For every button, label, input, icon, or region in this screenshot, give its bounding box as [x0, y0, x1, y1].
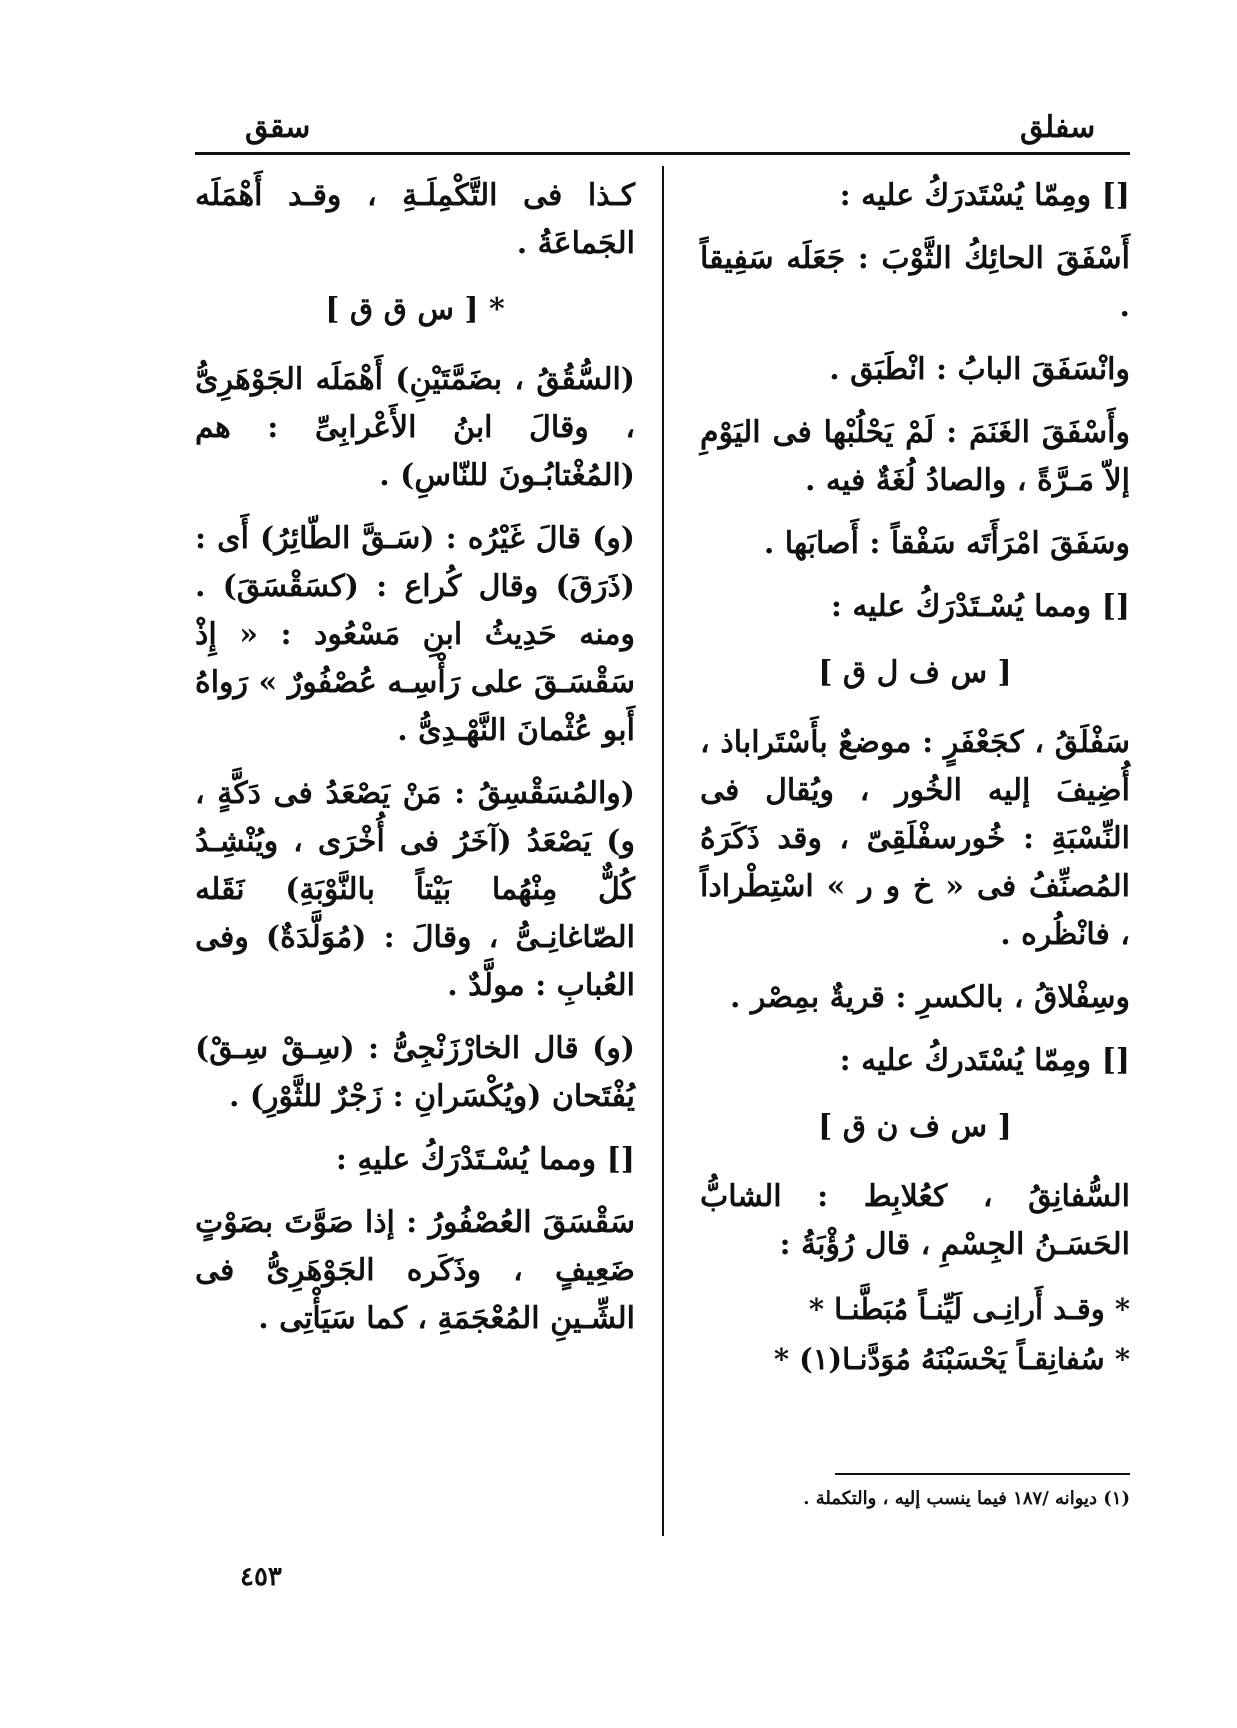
entry-paragraph: السُّفانِقُ ، كعُلابِط : الشابُّ الحَسَـنُ الجِسْمِ ، قال رُؤْبَةُ : [700, 1179, 1130, 1262]
header-rule [195, 152, 1130, 155]
entry-heading: [ س ف ن ق ] [818, 1109, 1012, 1144]
entry-paragraph: وسِفْلاقُ ، بالكسرِ : قريةٌ بمِصْر . [730, 980, 1130, 1015]
footnote: (١) ديوانه /١٨٧ فيما ينسب إليه ، والتكملة . [803, 1488, 1130, 1509]
entry-paragraph: [] ومِمّا يُسْتَدركُ عليه : [839, 1043, 1130, 1078]
page-number: ٤٥٣ [240, 1562, 282, 1592]
entry-paragraph: وأَسْفَقَ الغَنَمَ : لَمْ يَحْلُبْها فى اليَوْمِ إلاّ مَـرَّةً ، والصادُ لُغَةٌ فيه . [700, 415, 1130, 498]
entry-paragraph: أَسْفَقَ الحائِكُ الثَّوْبَ : جَعَلَه سَفِيقاً . [700, 241, 1130, 324]
entry-paragraph: وانْسَفَقَ البابُ : انْطَبَق . [829, 352, 1130, 387]
entry-paragraph: (و) قال الخارْزَنْجِىُّ : (سِـقْ سِـقْ) يُفْتَحان (ويُكْسَرانِ : زَجْرٌ للثَّوْرِ) . [195, 1031, 635, 1114]
entry-paragraph: [] ومما يُسْـتَدْرَكُ عليه : [830, 589, 1130, 624]
footnote-rule [835, 1473, 1130, 1475]
entry-paragraph: (و) قالَ غَيْرُه : (سَـقَّ الطّائِرُ) أَى : (ذَرَقَ) وقال كُراع : (كسَقْسَقَ) . ومنه حَدِيثُ ابنِ مَسْعُود : « إِذْ سَقْسَـقَ على رَأْسِـه عُصْفُورٌ » رَواهُ أَبو عُثْمانَ النَّهْـدِىُّ . [195, 521, 635, 748]
entry-paragraph: وسَفَقَ امْرَأَتَه سَفْقاً : أَصابَها . [763, 526, 1130, 561]
running-head-left: سقق [245, 110, 311, 145]
entry-heading: * [ س ق ق ] [325, 292, 505, 327]
entry-heading: [ س ف ل ق ] [818, 655, 1012, 690]
entry-paragraph: سَفْلَقُ ، كجَعْفَرٍ : موضعٌ بأَسْتَراباذ ، أُضِيفَ إليه الخُور ، ويُقال فى النِّسْبَةِ : خُورسفْلَقِىّ ، وقد ذَكَرَهُ المُصنِّفُ فى « خ و ر » اسْتِطْراداً ، فانْظُره . [700, 725, 1130, 952]
entry-paragraph: [] ومما يُسْـتَدْرَكُ عليهِ : [335, 1142, 635, 1177]
left-column [195, 172, 635, 1358]
running-head-right: سفلق [1020, 110, 1096, 145]
verse-line: * وقـد أَرانِـى لَيِّنـاً مُبَطَّنـا * [808, 1292, 1130, 1326]
entry-paragraph: (والمُسَقْسِقُ : مَنْ يَصْعَدُ فى دَكَّةٍ ، و) يَصْعَدُ (آخَرُ فى أُخْرَى ، ويُنْشِـدُ كُلٌّ مِنْهُما بَيْتاً بالنَّوْبَةِ) نَقَله الصّاغانِـىُّ ، وقالَ : (مُوَلَّدَةٌ) وفى العُبابِ : مولَّدٌ . [195, 776, 635, 1003]
entry-paragraph: [] ومِمّا يُسْتَدرَكُ عليه : [839, 178, 1130, 213]
right-column [700, 172, 1130, 1384]
entry-paragraph: كـذا فى التَّكْمِلَـةِ ، وقـد أَهْمَلَه الجَماعَةُ . [195, 178, 635, 261]
verse-line: * سُفانِقـاً يَحْسَبْنَهُ مُوَدَّنـا(١) * [773, 1342, 1130, 1376]
entry-paragraph: (السُّقُقُ ، بضَمَّتَيْنِ) أَهْمَلَه الجَوْهَرِىُّ ، وقالَ ابنُ الأَعْرابِىِّ : هم (المُغْتابُـونَ للنّاسِ) . [195, 362, 635, 493]
entry-paragraph: سَقْسَقَ العُصْفُورُ : إذا صَوَّتَ بصَوْتٍ ضَعِيفٍ ، وذَكَره الجَوْهَرِىُّ فى الشِّـينِ المُعْجَمَةِ ، كما سَيَأْتِى . [195, 1205, 635, 1336]
verse-block [700, 1284, 1130, 1384]
column-divider [662, 166, 664, 1536]
